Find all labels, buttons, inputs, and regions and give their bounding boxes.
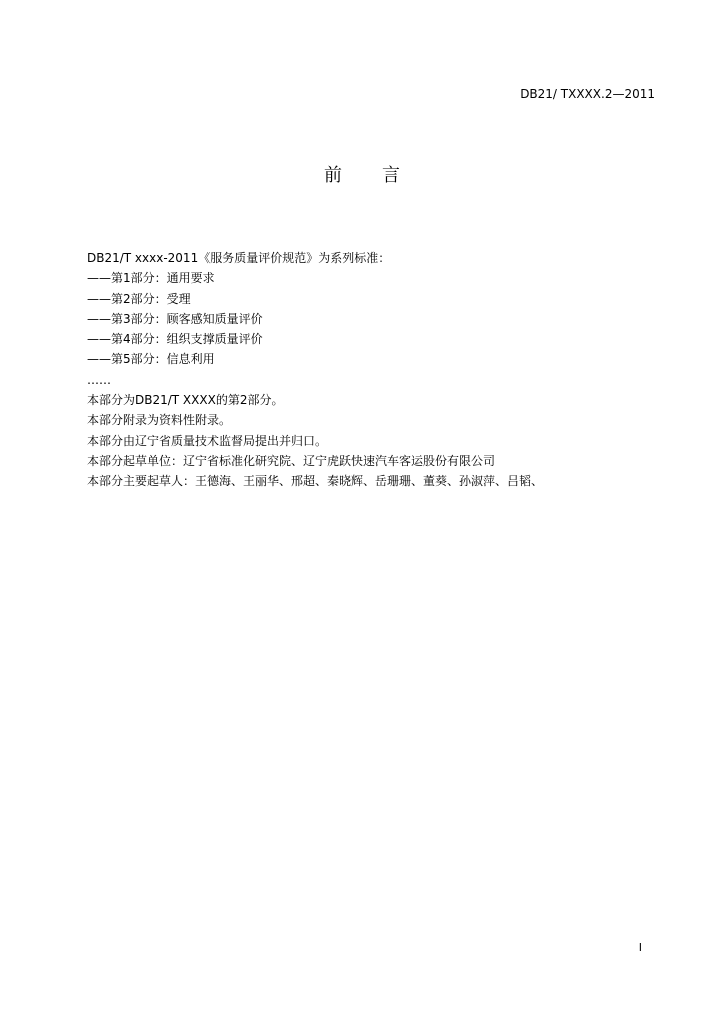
foreword-body [87, 248, 687, 492]
header-standard-code: DB21/ TXXXX.2—2011 [520, 87, 655, 101]
page-title: 前言 [324, 165, 440, 186]
drafting-units-statement: 本部分起草单位：辽宁省标准化研究院、辽宁虎跃快速汽车客运股份有限公司 [87, 453, 496, 468]
ellipsis-line: …… [87, 372, 111, 387]
part-statement: 本部分为DB21/T XXXX的第2部分。 [87, 393, 284, 408]
part-list-item: ——第2部分：受理 [87, 291, 191, 306]
drafters-statement: 本部分主要起草人：王德海、王丽华、邢超、秦晓辉、岳珊珊、董葵、孙淑萍、吕韬、 [87, 474, 544, 489]
part-list-item: ——第3部分：顾客感知质量评价 [87, 311, 263, 326]
series-intro-line: DB21/T xxxx-2011《服务质量评价规范》为系列标准： [87, 251, 391, 265]
part-list-item: ——第1部分：通用要求 [87, 271, 215, 286]
proposer-statement: 本部分由辽宁省质量技术监督局提出并归口。 [87, 433, 328, 448]
page-number: I [638, 941, 642, 954]
appendix-statement: 本部分附录为资料性附录。 [87, 413, 232, 428]
part-list-item: ——第4部分：组织支撑质量评价 [87, 332, 263, 347]
part-list-item: ——第5部分：信息利用 [87, 352, 215, 367]
